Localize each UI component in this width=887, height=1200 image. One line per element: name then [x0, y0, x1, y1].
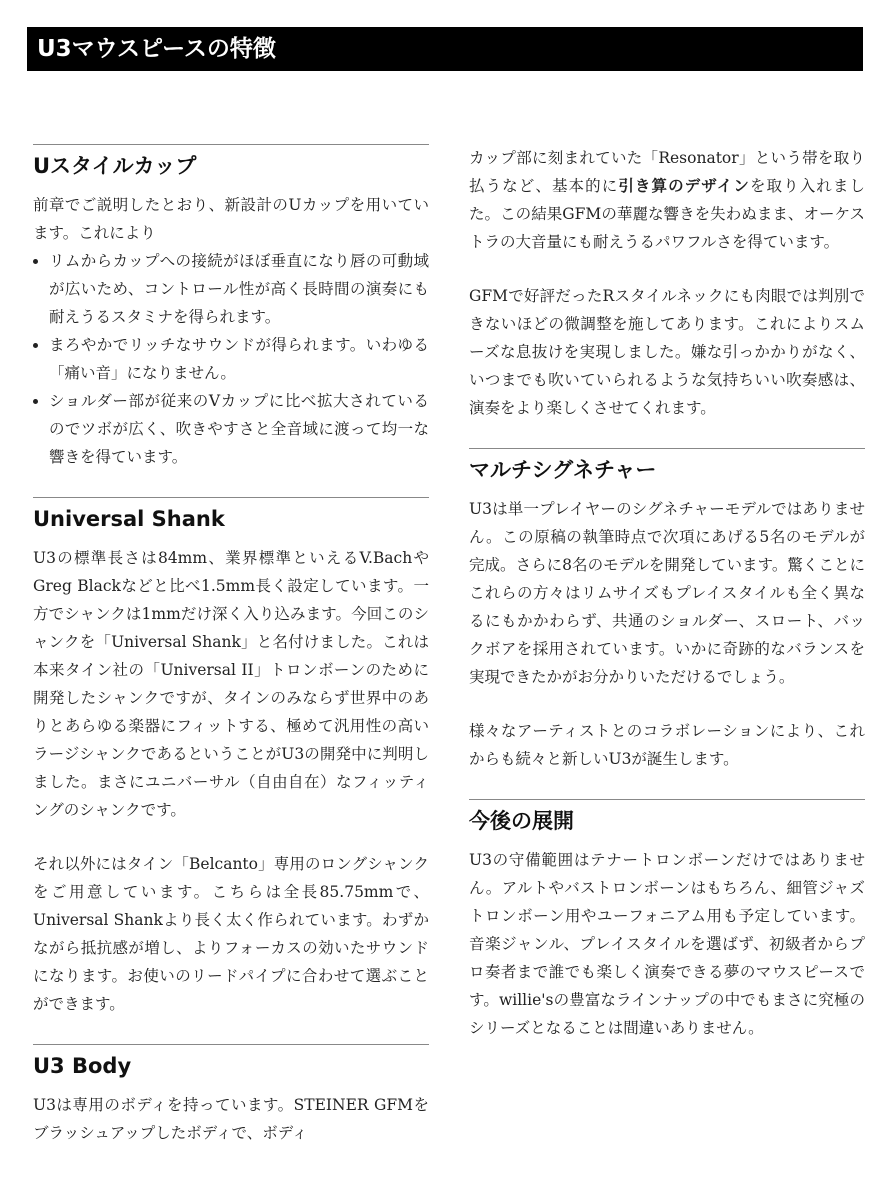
section-future-plans [469, 799, 865, 1042]
section-u3-body [33, 1044, 429, 1147]
list-item: • ショルダー部が従来のVカップに比べ拡大されているのでツボが広く、吹きやすさと全音域に渡って均一な響きを得ています。 [49, 387, 429, 471]
right-column [469, 144, 865, 1068]
paragraph: 様々なアーティストとのコラボレーションにより、これからも続々と新しいU3が誕生します。 [469, 722, 865, 768]
section-universal-shank [33, 497, 429, 1018]
text-run: を取り入れました。この結果GFMの華麗な響きを失わぬまま、オーケストラの大音量にも耐えうるパワフルさを得ています。 [469, 177, 865, 251]
text-run: カップ部に刻まれていた「Resonator」という帯を取り払うなど、基本的に [469, 149, 865, 195]
section-heading: Uスタイルカップ [33, 154, 197, 178]
paragraph: U3の守備範囲はテナートロンボーンだけではありません。アルトやバストロンボーンはもちろん、細管ジャズトロンボーン用やユーフォニアム用も予定しています。音楽ジャンル、プレイスタイルを選ばず、初級者からプロ奏者まで誰でも楽しく演奏できる夢のマウスピースです。willie'sの豊富なラインナップの中でもまさに究極のシリーズとなることは間違いありません。 [469, 851, 865, 1037]
paragraph: それ以外にはタイン「Belcanto」専用のロングシャンクをご用意しています。こちらは全長85.75mmで、Universal Shankより長く太く作られています。わずかながら抵抗感が増し、よりフォーカスの効いたサウンドになります。お使いのリードパイプに合わせて選ぶことができます。 [33, 855, 429, 1013]
paragraph: GFMで好評だったRスタイルネックにも肉眼では判別できないほどの微調整を施してあります。これによりスムーズな息抜けを実現しました。嫌な引っかかりがなく、いつまでも吹いていられるような気持ちいい吹奏感は、演奏をより楽しくさせてくれます。 [469, 287, 865, 417]
section-heading: マルチシグネチャー [469, 458, 657, 482]
feature-list [33, 247, 429, 471]
paragraph: U3の標準長さは84mm、業界標準といえるV.BachやGreg Blackなどと比べ1.5mm長く設定しています。一方でシャンクは1mmだけ深く入り込みます。今回このシャンクを「Universal Shank」と名付けました。これは本来タイン社の「Universal II」トロンボーンのために開発したシャンクですが、タインのみならず世界中のありとあらゆる楽器にフィットする、極めて汎用性の高いラージシャンクであるということがU3の開発中に判明しました。まさにユニバーサル（自由自在）なフィッティングのシャンクです。 [33, 549, 430, 819]
paragraph: U3は単一プレイヤーのシグネチャーモデルではありません。この原稿の執筆時点で次項にあげる5名のモデルが完成。さらに8名のモデルを開発しています。驚くことにこれらの方々はリムサイズもプレイスタイルも全く異なるにもかかわらず、共通のショルダー、スロート、バックボアを採用されています。いかに奇跡的なバランスを実現できたかがお分かりいただけるでしょう。 [469, 500, 865, 686]
section-heading: 今後の展開 [469, 809, 574, 833]
page-title: U3マウスピースの特徴 [37, 36, 276, 62]
section-multi-signature [469, 448, 865, 773]
emphasis-text: 引き算のデザイン [618, 176, 750, 195]
section-heading: U3 Body [33, 1054, 132, 1078]
paragraph: U3は専用のボディを持っています。STEINER GFMをブラッシュアップしたボディで、ボディ [33, 1096, 429, 1142]
left-column [33, 144, 429, 1173]
paragraph: 前章でご説明したとおり、新設計のUカップを用いています。これにより [33, 196, 429, 242]
section-heading: Universal Shank [33, 507, 225, 531]
list-item: • まろやかでリッチなサウンドが得られます。いわゆる「痛い音」になりません。 [49, 331, 429, 387]
section-u-style-cup [33, 144, 429, 471]
title-bar [27, 27, 863, 71]
list-item: • リムからカップへの接続がほぼ垂直になり唇の可動域が広いため、コントロール性が高く長時間の演奏にも耐えうるスタミナを得られます。 [49, 247, 429, 331]
paragraph-continued [469, 144, 865, 256]
